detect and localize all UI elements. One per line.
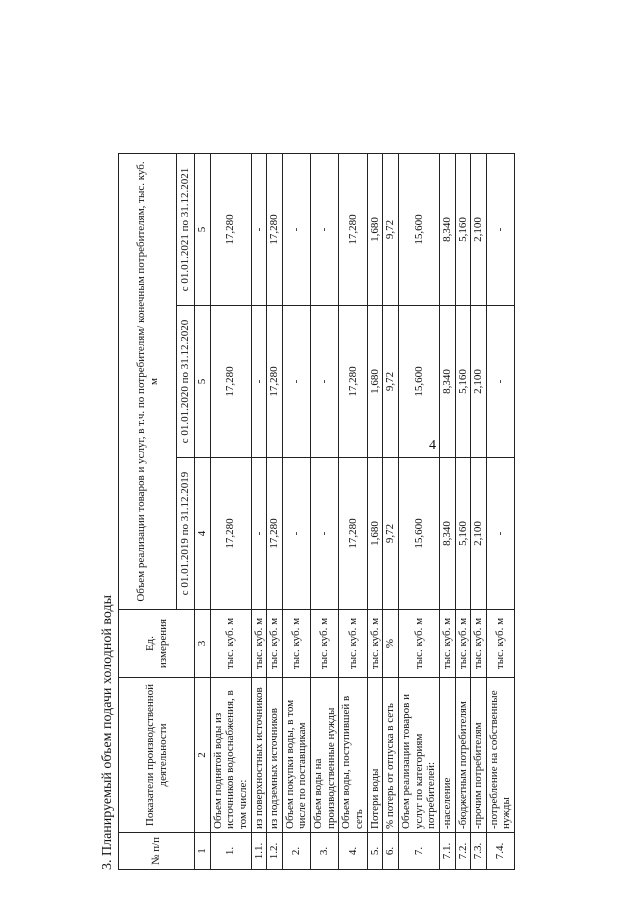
row-num: 3. xyxy=(311,833,339,870)
table-row xyxy=(339,154,367,870)
row-value-2021: 17,280 xyxy=(210,154,251,306)
row-unit: тыс. куб. м xyxy=(282,610,310,678)
row-value-2019: - xyxy=(251,458,267,610)
table-container xyxy=(118,153,515,870)
row-unit: тыс. куб. м xyxy=(311,610,339,678)
row-indicator: -бюджетным потребителям xyxy=(455,678,471,833)
row-value-2019: 2,100 xyxy=(471,458,487,610)
row-unit: тыс. куб. м xyxy=(471,610,487,678)
row-value-2019: - xyxy=(311,458,339,610)
row-value-2021: 9,72 xyxy=(383,154,399,306)
water-supply-table xyxy=(118,153,515,870)
row-indicator: % потерь от отпуска в сеть xyxy=(383,678,399,833)
row-num: 7.3. xyxy=(471,833,487,870)
row-value-2019: 17,280 xyxy=(210,458,251,610)
column-number: 5 xyxy=(195,154,211,306)
row-value-2021: 2,100 xyxy=(471,154,487,306)
header-period-2019: с 01.01.2019 по 31.12.2019 xyxy=(177,458,195,610)
table-row xyxy=(471,154,487,870)
row-value-2020: - xyxy=(486,306,514,458)
table-body xyxy=(210,154,514,870)
row-indicator: -население xyxy=(439,678,455,833)
row-unit: тыс. куб. м xyxy=(267,610,283,678)
row-indicator: Объем воды на производственные нужды xyxy=(311,678,339,833)
row-unit: тыс. куб. м xyxy=(339,610,367,678)
row-value-2020: 2,100 xyxy=(471,306,487,458)
row-value-2020: 9,72 xyxy=(383,306,399,458)
row-value-2021: - xyxy=(282,154,310,306)
column-number-row xyxy=(195,154,211,870)
row-num: 1.1. xyxy=(251,833,267,870)
header-unit: Ед. измерения xyxy=(119,610,195,678)
header-num: № п/п xyxy=(119,833,195,870)
row-unit: тыс. куб. м xyxy=(367,610,383,678)
table-header xyxy=(119,154,211,870)
header-row-1 xyxy=(119,154,177,870)
table-row xyxy=(282,154,310,870)
row-value-2019: 8,340 xyxy=(439,458,455,610)
page-number: 4 xyxy=(429,438,436,453)
table-row xyxy=(267,154,283,870)
row-value-2021: - xyxy=(311,154,339,306)
row-indicator: -прочим потребителям xyxy=(471,678,487,833)
row-unit: тыс. куб. м xyxy=(455,610,471,678)
row-num: 1.2. xyxy=(267,833,283,870)
row-num: 7.1. xyxy=(439,833,455,870)
row-indicator: из подземных источников xyxy=(267,678,283,833)
row-value-2021: - xyxy=(486,154,514,306)
row-value-2019: 17,280 xyxy=(339,458,367,610)
row-indicator: -потребление на собственные нужды xyxy=(486,678,514,833)
row-value-2019: 1,680 xyxy=(367,458,383,610)
rotated-content xyxy=(100,50,530,870)
table-row xyxy=(251,154,267,870)
row-value-2020: 17,280 xyxy=(339,306,367,458)
header-period-2020: с 01.01.2020 по 31.12.2020 xyxy=(177,306,195,458)
row-value-2019: - xyxy=(486,458,514,610)
table-row xyxy=(439,154,455,870)
section-title: 3. Планируемый объем подачи холодной воды xyxy=(100,595,115,870)
column-number: 2 xyxy=(195,678,211,833)
row-num: 6. xyxy=(383,833,399,870)
table-row xyxy=(486,154,514,870)
row-value-2021: 15,600 xyxy=(398,154,439,306)
row-num: 2. xyxy=(282,833,310,870)
row-value-2020: - xyxy=(251,306,267,458)
row-num: 7. xyxy=(398,833,439,870)
row-num: 7.2. xyxy=(455,833,471,870)
row-value-2019: 5,160 xyxy=(455,458,471,610)
row-indicator: Объем покупки воды, в том числе по поставщикам xyxy=(282,678,310,833)
row-unit: тыс. куб. м xyxy=(439,610,455,678)
column-number: 5 xyxy=(195,306,211,458)
row-value-2021: 5,160 xyxy=(455,154,471,306)
row-value-2020: 5,160 xyxy=(455,306,471,458)
row-unit: тыс. куб. м xyxy=(251,610,267,678)
row-value-2021: 8,340 xyxy=(439,154,455,306)
row-value-2020: 15,600 xyxy=(398,306,439,458)
row-indicator: Объем воды, поступившей в сеть xyxy=(339,678,367,833)
row-num: 7.4. xyxy=(486,833,514,870)
row-value-2019: 9,72 xyxy=(383,458,399,610)
row-num: 1. xyxy=(210,833,251,870)
row-value-2021: 17,280 xyxy=(339,154,367,306)
table-row xyxy=(311,154,339,870)
row-value-2020: 17,280 xyxy=(267,306,283,458)
row-unit: тыс. куб. м xyxy=(210,610,251,678)
row-unit: тыс. куб. м xyxy=(398,610,439,678)
row-indicator: Объем реализации товаров и услуг по категориям потребителей: xyxy=(398,678,439,833)
table-row xyxy=(455,154,471,870)
column-number: 4 xyxy=(195,458,211,610)
table-row xyxy=(210,154,251,870)
header-indicator: Показатели производственной деятельности xyxy=(119,678,195,833)
row-value-2019: 17,280 xyxy=(267,458,283,610)
row-value-2019: 15,600 xyxy=(398,458,439,610)
row-indicator: из поверхностных источников xyxy=(251,678,267,833)
column-number: 3 xyxy=(195,610,211,678)
header-period-2021: с 01.01.2021 по 31.12.2021 xyxy=(177,154,195,306)
row-value-2019: - xyxy=(282,458,310,610)
row-value-2021: - xyxy=(251,154,267,306)
row-value-2021: 17,280 xyxy=(267,154,283,306)
table-row xyxy=(367,154,383,870)
table-row xyxy=(398,154,439,870)
table-row xyxy=(383,154,399,870)
row-unit: % xyxy=(383,610,399,678)
row-num: 5. xyxy=(367,833,383,870)
row-value-2020: - xyxy=(311,306,339,458)
row-value-2020: 17,280 xyxy=(210,306,251,458)
row-value-2020: - xyxy=(282,306,310,458)
row-value-2021: 1,680 xyxy=(367,154,383,306)
row-unit: тыс. куб. м xyxy=(486,610,514,678)
header-volume-group: Объем реализации товаров и услуг, в т.ч. по потребителям/ конечным потребителям, тыс. куб. м xyxy=(119,154,177,610)
row-value-2020: 1,680 xyxy=(367,306,383,458)
row-indicator: Объем поднятой воды из источников водоснабжения, в том числе: xyxy=(210,678,251,833)
row-value-2020: 8,340 xyxy=(439,306,455,458)
row-num: 4. xyxy=(339,833,367,870)
row-indicator: Потери воды xyxy=(367,678,383,833)
column-number: 1 xyxy=(195,833,211,870)
